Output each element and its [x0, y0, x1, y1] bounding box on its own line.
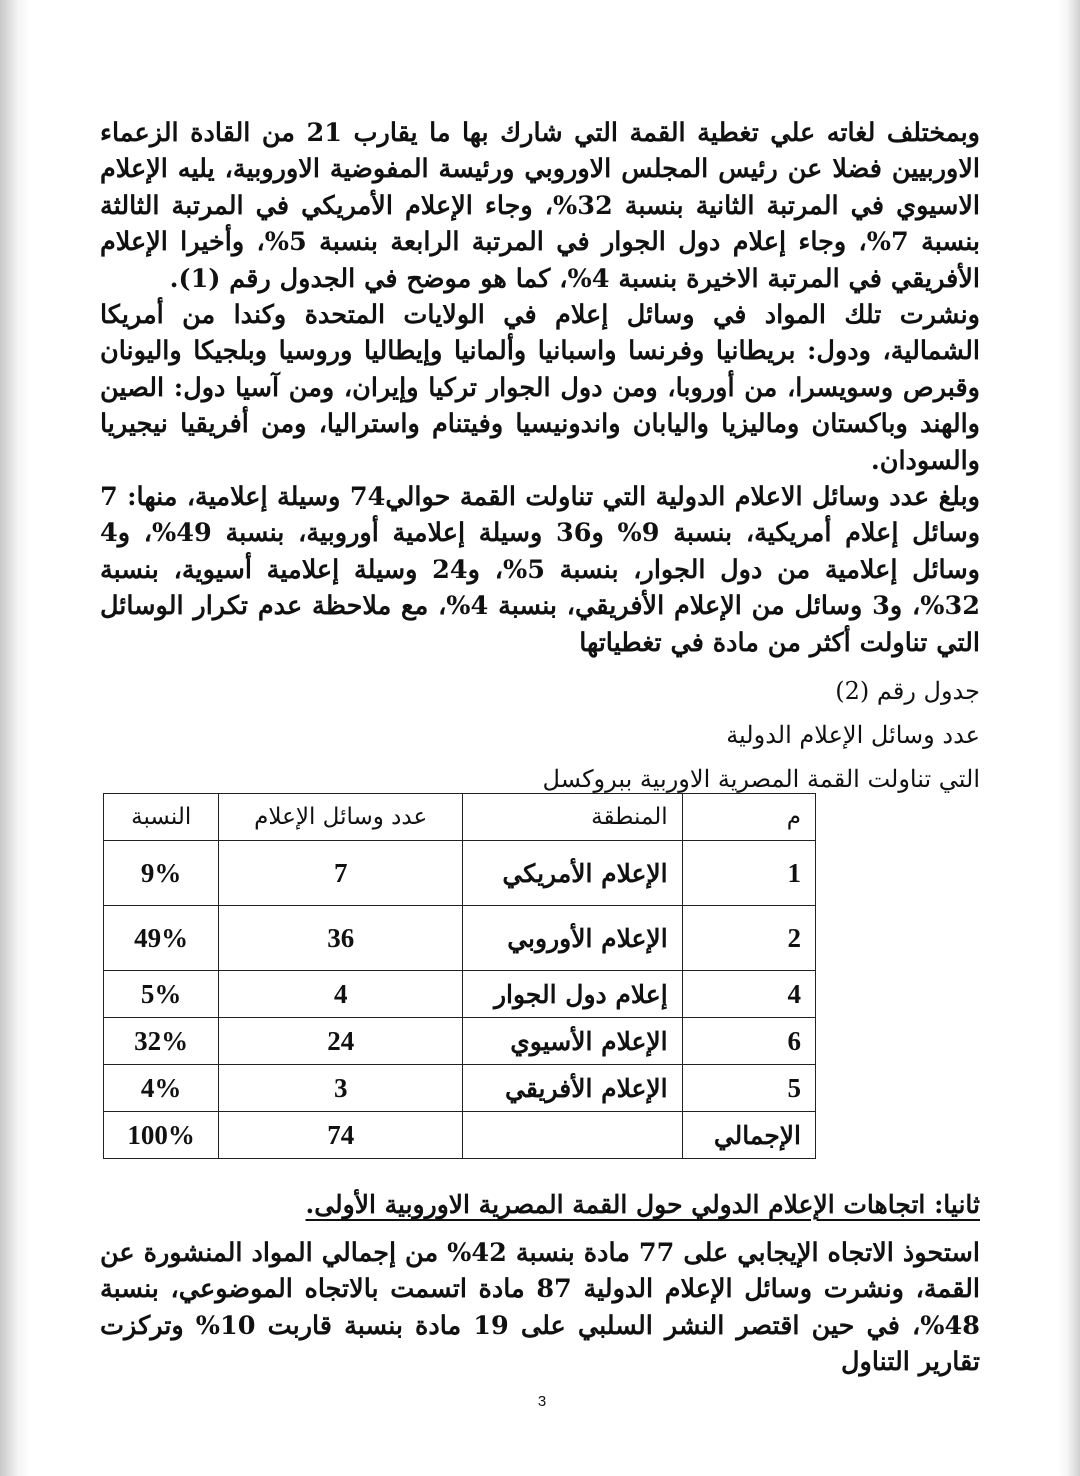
countries-paragraph: ونشرت تلك المواد في وسائل إعلام في الولايات المتحدة وكندا من أمريكا الشمالية، ودول: بريطانيا وفرنسا واسبانيا وألمانيا وإيطاليا وروسيا وبلجيكا واليونان وقبرص وسويسرا، من أوروبا، ومن دول الجوار تركيا وإيران، ومن آسيا دول: الصين والهند وباكستان وماليزيا واليابان واندونيسيا وفيتنام واستراليا، ومن أفريقيا نيجيريا والسودان. — [100, 300, 980, 476]
media-count-paragraph: وبلغ عدد وسائل الاعلام الدولية التي تناولت القمة حوالي74 وسيلة إعلامية، منها: 7 وسائل إعلام أمريكية، بنسبة 9% و36 وسيلة إعلامية أوروبية، بنسبة 49%، و4 وسائل إعلامية من دول الجوار، بنسبة 5%، و24 وسيلة إعلامية أسيوية، بنسبة 32%، و3 وسائل من الإعلام الأفريقي، بنسبة 4%، مع ملاحظة عدم تكرار الوسائل التي تناولت أكثر من مادة في تغطياتها — [100, 482, 981, 658]
media-count-table — [103, 793, 816, 1159]
row-m: 2 — [682, 906, 815, 971]
section-paragraph: استحوذ الاتجاه الإيجابي على 77 مادة بنسبة 42% من إجمالي المواد المنشورة عن القمة، ونشرت وسائل الإعلام الدولية 87 مادة اتسمت بالاتجاه الموضوعي، بنسبة 48%، في حين اقتصر النشر السلبي على 19 مادة بنسبة قاربت 10% وتركزت تقارير التناول — [100, 1238, 980, 1378]
row-percent: 49% — [104, 906, 219, 971]
row-percent: 4% — [104, 1065, 219, 1112]
row-m: 6 — [682, 1018, 815, 1065]
table-row — [104, 1018, 816, 1065]
row-count: 7 — [219, 841, 463, 906]
header-percent: النسبة — [104, 794, 219, 841]
row-percent: 32% — [104, 1018, 219, 1065]
row-percent: 5% — [104, 971, 219, 1018]
total-label: الإجمالي — [682, 1112, 815, 1159]
row-count: 4 — [219, 971, 463, 1018]
header-count: عدد وسائل الإعلام — [219, 794, 463, 841]
table-number-caption: جدول رقم (2) — [835, 677, 980, 706]
row-count: 24 — [219, 1018, 463, 1065]
table-row — [104, 841, 816, 906]
table-row — [104, 906, 816, 971]
header-region: المنطقة — [463, 794, 683, 841]
table-title-line-2: التي تناولت القمة المصرية الاوربية ببروكسل — [542, 765, 980, 794]
table-total-row — [104, 1112, 816, 1159]
header-m: م — [682, 794, 815, 841]
total-percent: 100% — [104, 1112, 219, 1159]
total-count: 74 — [219, 1112, 463, 1159]
row-m: 1 — [682, 841, 815, 906]
intro-paragraph: وبمختلف لغاته علي تغطية القمة التي شارك بها ما يقارب 21 من القادة الزعماء الاوربيين فضلا عن رئيس المجلس الاوروبي ورئيسة المفوضية الاوروبية، يليه الإعلام الاسيوي في المرتبة الثانية بنسبة 32%، وجاء الإعلام الأمريكي في المرتبة الثالثة بنسبة 7%، وجاء إعلام دول الجوار في المرتبة الرابعة بنسبة 5%، وأخيرا الإعلام الأفريقي في المرتبة الاخيرة بنسبة 4%، كما هو موضح في الجدول رقم (1). — [100, 118, 980, 294]
row-m: 5 — [682, 1065, 815, 1112]
row-count: 3 — [219, 1065, 463, 1112]
row-region: الإعلام الأمريكي — [463, 841, 683, 906]
section-heading: ثانيا: اتجاهات الإعلام الدولي حول القمة المصرية الاوروبية الأولى. — [305, 1190, 980, 1219]
total-region-empty — [463, 1112, 683, 1159]
page-number: 3 — [537, 1393, 547, 1410]
table-row — [104, 1065, 816, 1112]
page-edge-shadow-right — [1058, 0, 1080, 1476]
table-title-line-1: عدد وسائل الإعلام الدولية — [726, 721, 980, 750]
row-region: الإعلام الأسيوي — [463, 1018, 683, 1065]
table-row — [104, 971, 816, 1018]
row-m: 4 — [682, 971, 815, 1018]
document-page — [100, 115, 981, 1378]
row-region: الإعلام الأفريقي — [463, 1065, 683, 1112]
row-count: 36 — [219, 906, 463, 971]
table-header-row — [104, 794, 816, 841]
row-percent: 9% — [104, 841, 219, 906]
page-edge-shadow-left — [0, 0, 30, 1476]
row-region: الإعلام الأوروبي — [463, 906, 683, 971]
row-region: إعلام دول الجوار — [463, 971, 683, 1018]
